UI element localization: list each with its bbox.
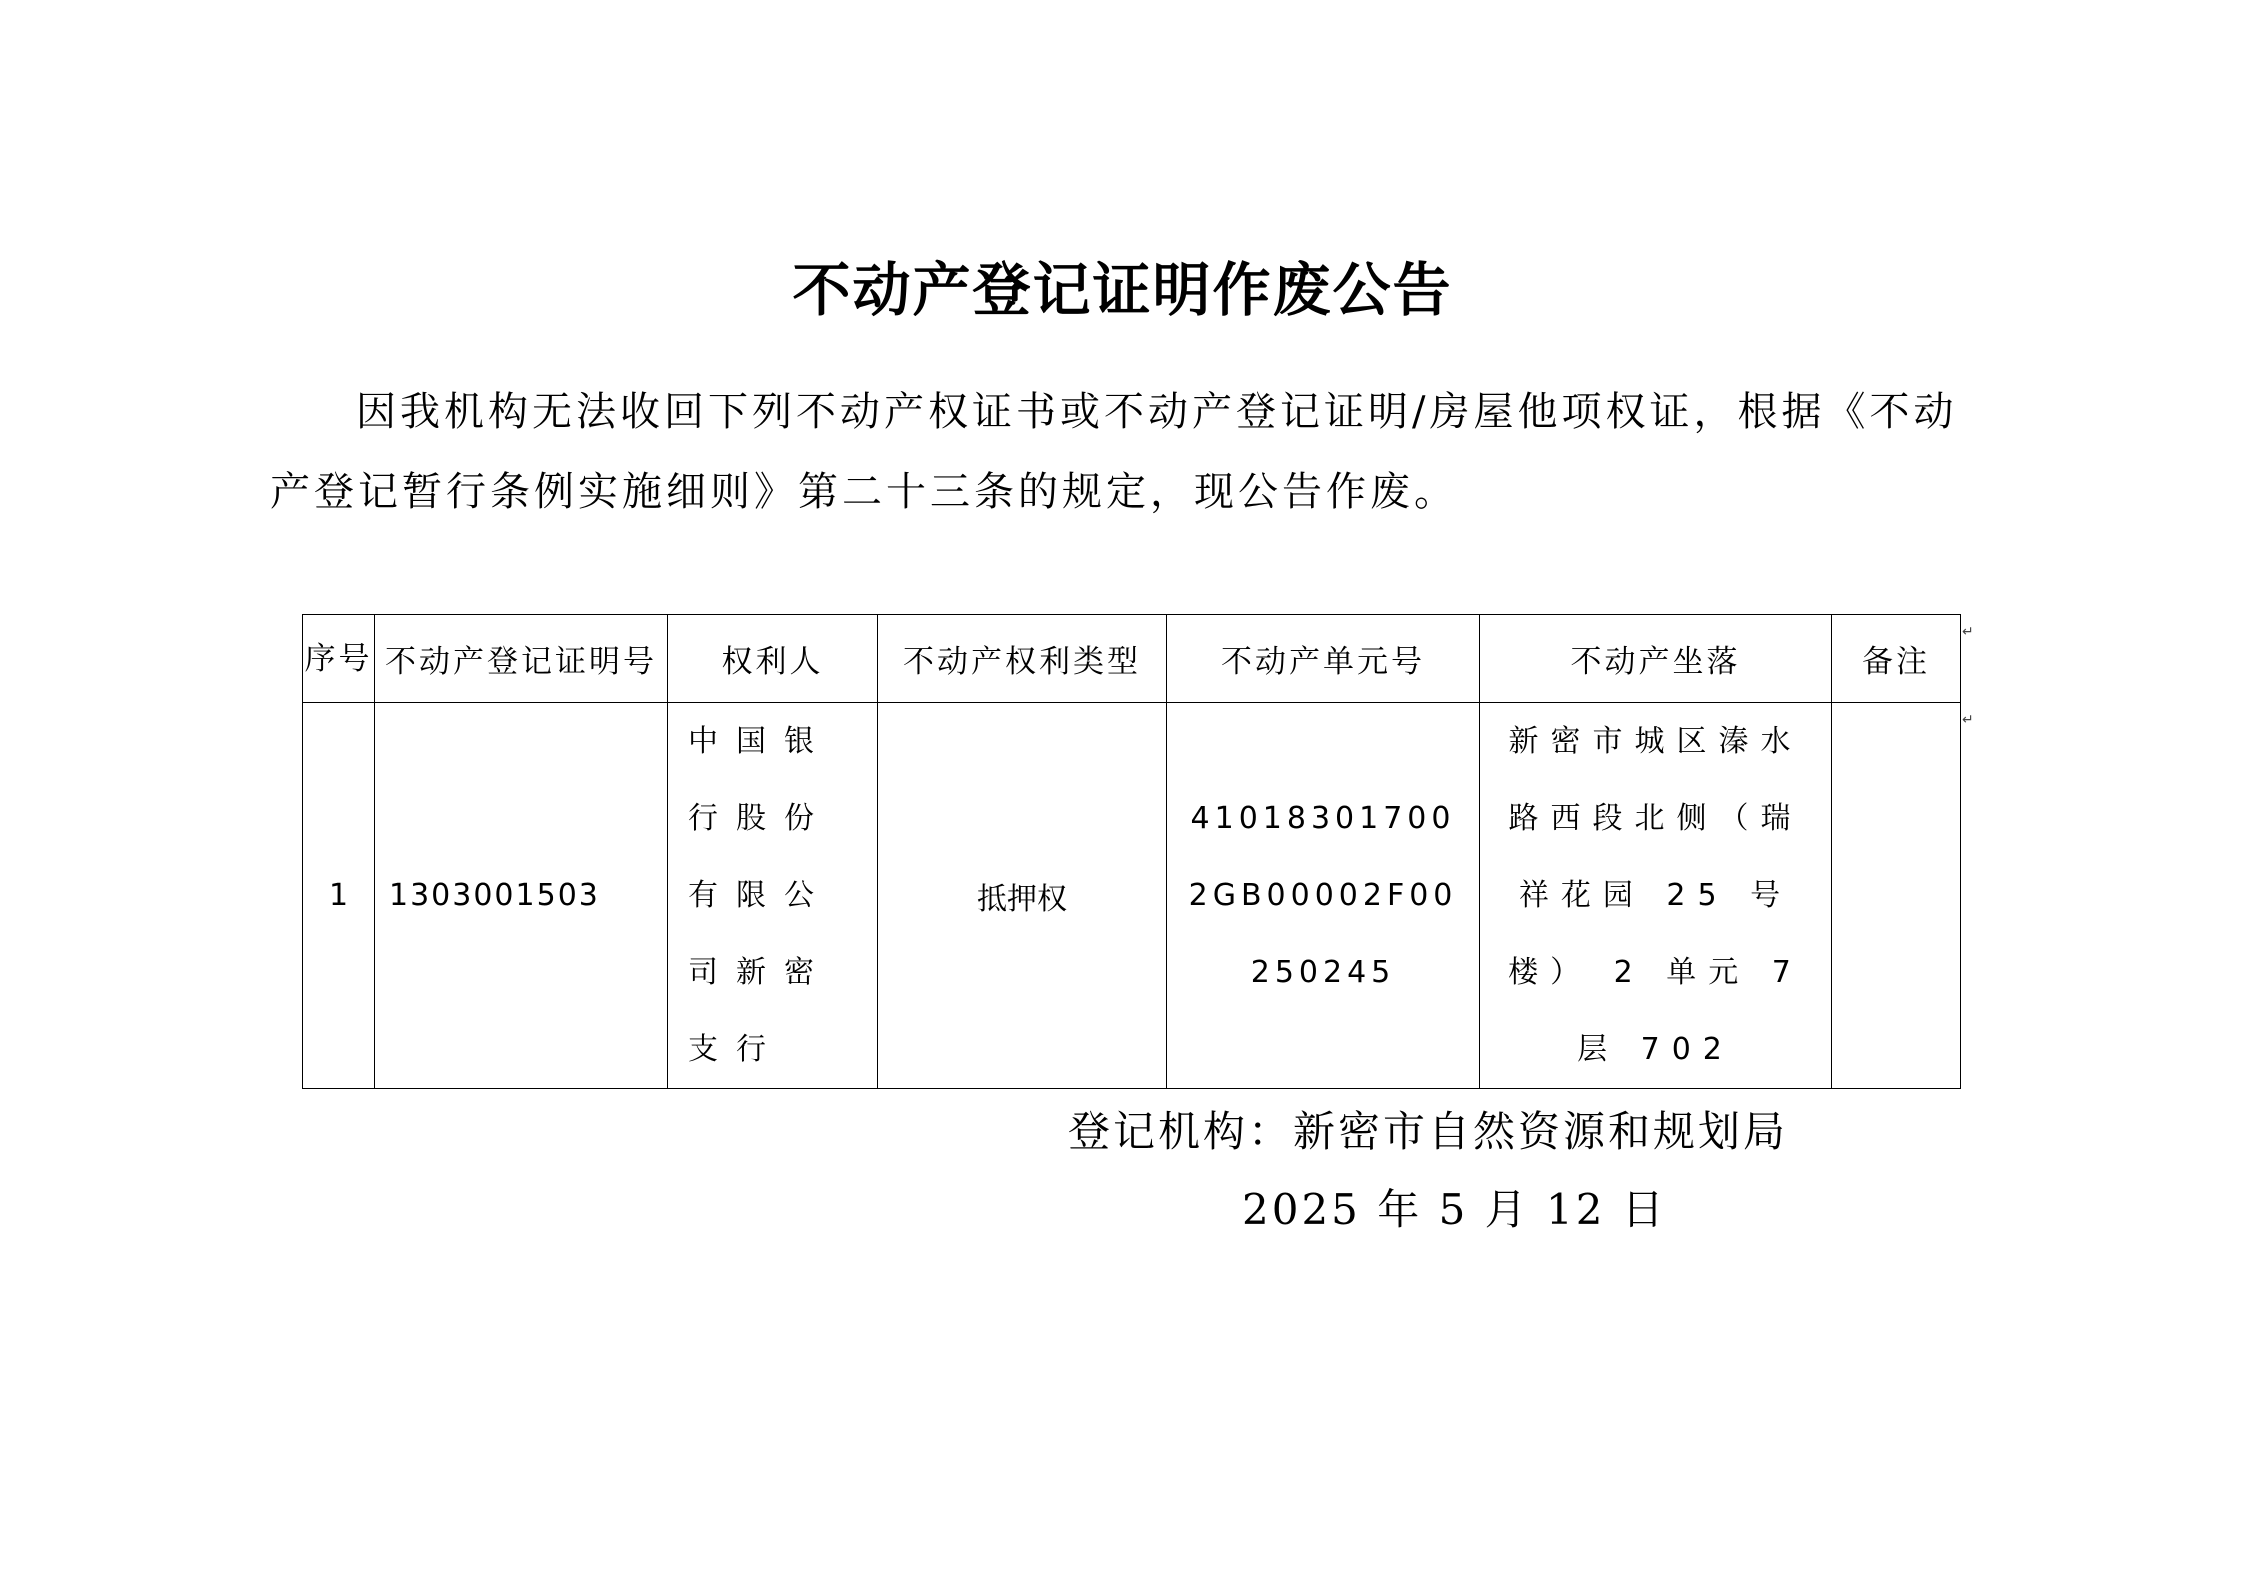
paragraph-mark-icon: ↵ <box>1962 624 1974 640</box>
paragraph-mark-icon: ↵ <box>1962 712 1974 728</box>
cell-seq: 1 <box>303 703 375 1089</box>
cell-remarks <box>1832 703 1961 1089</box>
header-location: 不动产坐落 <box>1480 615 1832 703</box>
header-unit-no: 不动产单元号 <box>1167 615 1480 703</box>
issue-date: 2025 年 5 月 12 日 <box>1242 1185 1667 1234</box>
cell-holder: 中国银行股份有限公司新密支行 <box>668 703 878 1089</box>
table-row <box>303 703 1961 1089</box>
cell-right-type: 抵押权 <box>878 703 1167 1089</box>
table-header-row <box>303 615 1961 703</box>
header-holder: 权利人 <box>668 615 878 703</box>
intro-paragraph: 因我机构无法收回下列不动产权证书或不动产登记证明/房屋他项权证，根据《不动产登记暂行条例实施细则》第二十三条的规定，现公告作废。 <box>270 389 1958 515</box>
header-cert-no: 不动产登记证明号 <box>375 615 668 703</box>
header-seq: 序号 <box>303 615 375 703</box>
revocation-table <box>302 614 1961 1089</box>
issuer-line: 登记机构：新密市自然资源和规划局 <box>1068 1107 1789 1156</box>
cell-unit-no: 410183017002GB00002F00250245 <box>1167 703 1480 1089</box>
cell-location: 新密市城区溱水路西段北侧（瑞祥花园 25 号楼） 2 单元 7 层 702 <box>1480 703 1832 1089</box>
header-right-type: 不动产权利类型 <box>878 615 1167 703</box>
page-title: 不动产登记证明作废公告 <box>792 256 1453 324</box>
cell-cert-no: 1303001503 <box>375 703 668 1089</box>
header-remarks: 备注 <box>1832 615 1961 703</box>
